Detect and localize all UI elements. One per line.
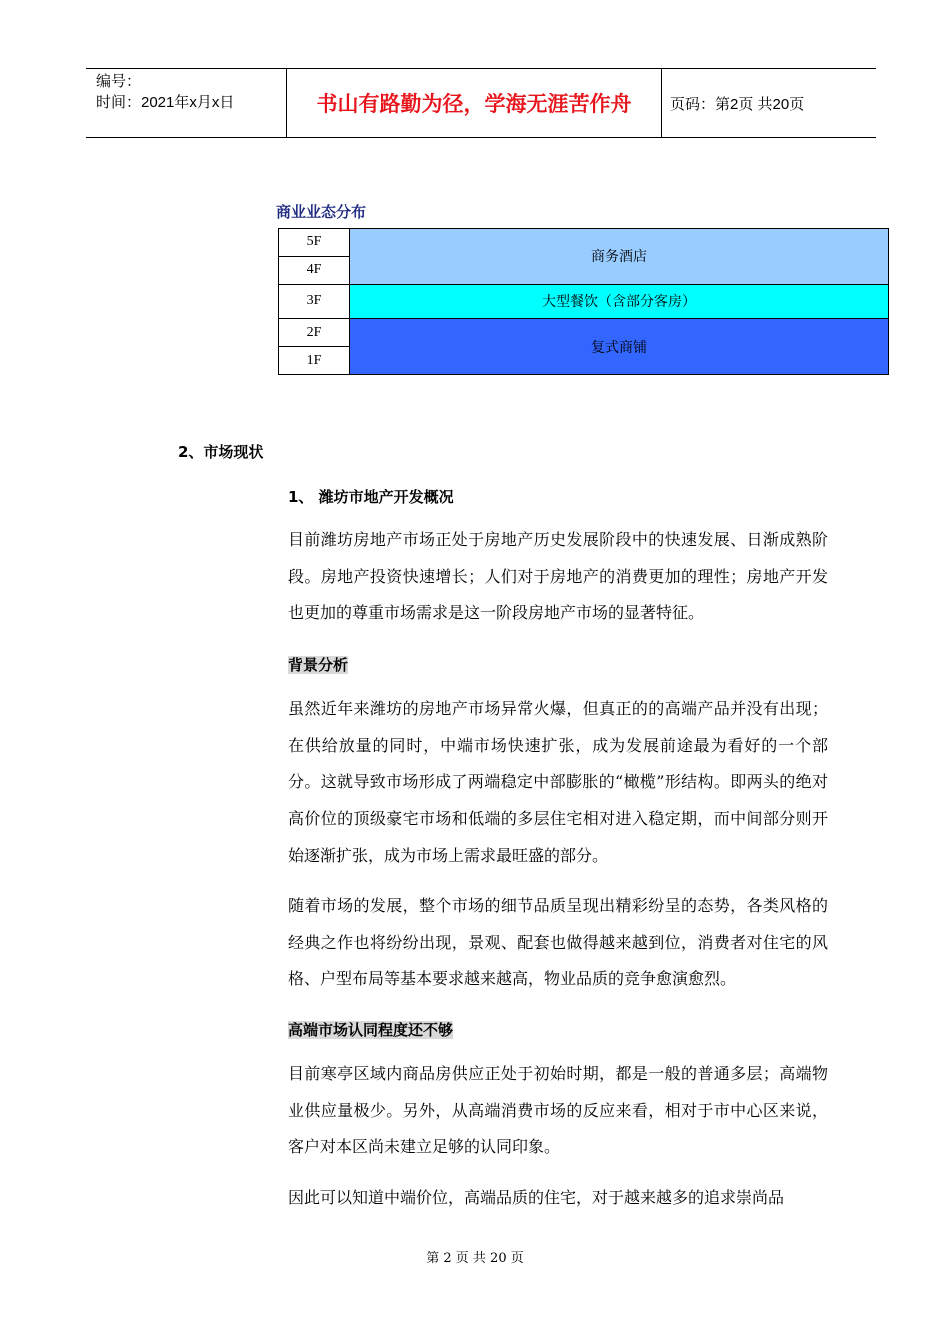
floor-label: 1F <box>279 347 350 375</box>
number-label: 编号： <box>96 73 142 90</box>
label-background-analysis: 背景分析 <box>288 656 349 674</box>
shops-cell: 复式商铺 <box>350 319 889 375</box>
motto: 书山有路勤为径，学海无涯苦作舟 <box>286 69 662 137</box>
floor-label: 3F <box>279 284 350 318</box>
distribution-title: 商业业态分布 <box>276 203 367 221</box>
page-info: 页码：第2页 共20页 <box>670 96 805 113</box>
paragraph-conclusion: 因此可以知道中端价位，高端品质的住宅，对于越来越多的追求崇尚品 <box>288 1188 785 1207</box>
floor-distribution-table <box>278 228 889 375</box>
table-row <box>279 319 889 347</box>
floor-label: 4F <box>279 256 350 284</box>
subsection-heading: 1、 潍坊市地产开发概况 <box>288 488 454 506</box>
floor-label: 2F <box>279 319 350 347</box>
page-header <box>86 68 876 138</box>
floor-label: 5F <box>279 229 350 257</box>
paragraph-background: 虽然近年来潍坊的房地产市场异常火爆，但真正的的高端产品并没有出现；在供给放量的同时，中端市场快速扩张，成为发展前途最为看好的一个部分。这就导致市场形成了两端稳定中部膨胀的“橄榄”形结构。即两头的绝对高价位的顶级豪宅市场和低端的多层住宅相对进入稳定期，而中间部分则开始逐渐扩张，成为市场上需求最旺盛的部分。 <box>288 699 828 865</box>
label-high-end-recognition: 高端市场认同程度还不够 <box>288 1021 454 1039</box>
hotel-cell: 商务酒店 <box>350 229 889 285</box>
dining-cell: 大型餐饮（含部分客房） <box>350 284 889 318</box>
table-row <box>279 284 889 318</box>
time-label: 时间：2021年x月x日 <box>96 94 235 111</box>
section-heading: 2、市场现状 <box>178 443 264 461</box>
header-meta <box>96 71 234 113</box>
table-row <box>279 229 889 257</box>
paragraph-development: 随着市场的发展，整个市场的细节品质呈现出精彩纷呈的态势，各类风格的经典之作也将纷纷出现，景观、配套也做得越来越到位，消费者对住宅的风格、户型布局等基本要求越来越高，物业品质的竞争愈演愈烈。 <box>288 896 828 989</box>
page-footer: 第 2 页 共 20 页 <box>426 1251 524 1266</box>
paragraph-overview: 目前潍坊房地产市场正处于房地产历史发展阶段中的快速发展、日渐成熟阶段。房地产投资快速增长；人们对于房地产的消费更加的理性；房地产开发也更加的尊重市场需求是这一阶段房地产市场的显著特征。 <box>288 530 828 623</box>
paragraph-supply: 目前寒亭区域内商品房供应正处于初始时期，都是一般的普通多层；高端物业供应量极少。另外，从高端消费市场的反应来看，相对于市中心区来说，客户对本区尚未建立足够的认同印象。 <box>288 1064 828 1157</box>
